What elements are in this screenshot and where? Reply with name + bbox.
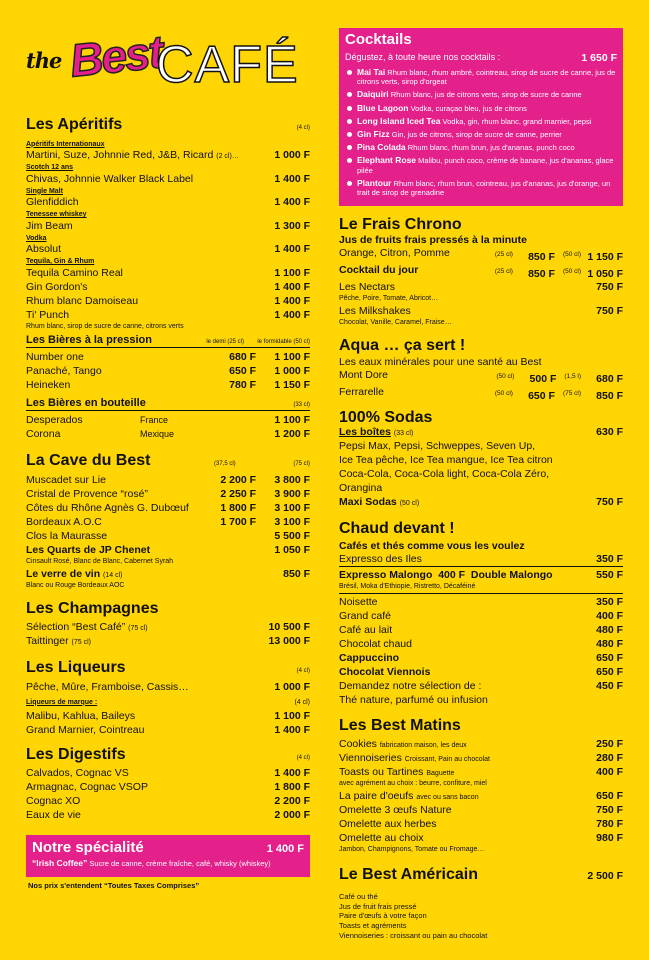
menu-row: Omelette aux herbes 780 F	[339, 818, 623, 831]
cocktails-box	[339, 28, 623, 206]
sodas-section	[339, 409, 623, 511]
menu-row: Les Milkshakes 750 F	[339, 304, 623, 317]
cocktails-intro: Dégustez, à toute heure nos cocktails :	[345, 51, 501, 62]
menu-row: Clos la Maurasse 5 500 F	[26, 529, 310, 542]
included-item: Jus de fruit frais pressé	[339, 901, 417, 911]
menu-row: Number one 680 F 1 100 F	[26, 350, 310, 363]
section-title: Chaud devant !	[339, 520, 455, 538]
menu-row: Ferrarelle (50 cl) 650 F (75 cl) 850 F	[339, 386, 623, 403]
menu-row: Noisette 350 F	[339, 595, 623, 608]
section-title: Les Digestifs	[26, 745, 126, 763]
menu-row: Gin Gordon's 1 400 F	[26, 280, 310, 293]
column-header: (37,5 cl)	[214, 461, 236, 468]
volume-note: (4 cl)	[296, 125, 310, 131]
volume-note: (4 cl)	[296, 754, 310, 761]
aqua-section	[339, 337, 623, 403]
menu-row: Grand café 400 F	[339, 609, 623, 622]
cocktail-item: Daiquiri Rhum blanc, jus de citrons verts, sirop de sucre de canne	[345, 89, 617, 99]
menu-row: Absolut 1 400 F	[26, 243, 310, 256]
section-title: Les Liqueurs	[26, 659, 126, 677]
logo-the: the	[26, 48, 62, 73]
menu-row: Eaux de vie 2 000 F	[26, 809, 310, 822]
group-label: Apéritifs Internationaux	[26, 140, 105, 148]
menu-row: Chivas, Johnnie Walker Black Label 1 400 F	[26, 172, 310, 185]
group-label: Scotch 12 ans	[26, 164, 74, 172]
menu-row: Martini, Suze, Johnnie Red, J&B, Ricard (2 cl)… 1 000 F	[26, 149, 310, 162]
cocktail-item: Elephant Rose Malibu, punch coco, crème de banane, jus d'ananas, glace pilée	[345, 155, 617, 174]
item-name: “Irish Coffee”	[32, 857, 88, 868]
group-label: Single Malt	[26, 187, 63, 195]
cocktail-item: Blue Lagoon Vodka, curaçao bleu, jus de citrons	[345, 103, 617, 113]
menu-row: Demandez notre sélection de : 450 F	[339, 679, 623, 692]
left-column	[26, 0, 310, 890]
menu-row: Panaché, Tango 650 F 1 000 F	[26, 364, 310, 377]
champagnes-section	[26, 600, 310, 650]
menu-row: Muscadet sur Lie 2 200 F 3 800 F	[26, 473, 310, 486]
menu-row: Toasts ou Tartines Baguette 400 F	[339, 766, 623, 779]
menu-row: Ti' Punch 1 400 F	[26, 308, 310, 321]
item-description: Jambon, Champignons, Tomate ou Fromage…	[339, 846, 485, 854]
menu-row: Expresso des Iles 350 F	[339, 552, 623, 565]
menu-row: Cappuccino 650 F	[339, 651, 623, 664]
section-subtitle: Cafés et thés comme vous les voulez	[339, 540, 525, 553]
item-description: Blanc ou Rouge Bordeaux AOC	[26, 581, 125, 589]
menu-row: Armagnac, Cognac VSOP 1 800 F	[26, 781, 310, 794]
menu-row: La paire d'oeufs avec ou sans bacon 650 F	[339, 790, 623, 803]
section-title: Le Frais Chrono	[339, 215, 462, 233]
menu-row: Omelette 3 œufs Nature 750 F	[339, 804, 623, 817]
logo	[26, 0, 310, 100]
menu-row: Viennoiseries Croissant, Pain au chocolat 280 F	[339, 752, 623, 765]
menu-row: Cookies fabrication maison, les deux 250 F	[339, 738, 623, 751]
menu-row: Jim Beam 1 300 F	[26, 219, 310, 232]
included-item: Café ou thé	[339, 891, 378, 901]
menu-row: Heineken 780 F 1 150 F	[26, 378, 310, 391]
bieres-pression-section	[26, 334, 310, 393]
logo-cafe: CAFÉ	[156, 36, 299, 94]
menu-row: Le verre de vin (14 cl) 850 F	[26, 567, 310, 580]
menu-row: Corona Mexique 1 200 F	[26, 428, 310, 441]
aperitifs-section	[26, 116, 310, 331]
section-subtitle: Jus de fruits frais pressés à la minute	[339, 234, 527, 247]
menu-row: Glenfiddich 1 400 F	[26, 196, 310, 209]
group-label: Tenessee whiskey	[26, 211, 87, 219]
specialite-box	[26, 835, 310, 876]
soda-line: Ice Tea pêche, Ice Tea mangue, Ice Tea citron	[339, 454, 553, 467]
section-title: Les Champagnes	[26, 599, 159, 617]
item-description: Cinsault Rosé, Blanc de Blanc, Cabernet Syrah	[26, 557, 174, 565]
menu-row: Orange, Citron, Pomme (25 cl) 850 F (50 cl) 1 150 F	[339, 247, 623, 264]
item-description: Sucre de canne, crème fraîche, café, whisky (whiskey)	[89, 858, 271, 868]
group-label: Vodka	[26, 234, 47, 242]
section-title: Les Bières en bouteille	[26, 396, 146, 409]
section-title: Cocktails	[345, 31, 412, 48]
cocktail-item: Long Island Iced Tea Vodka, gin, rhum blanc, grand marnier, pepsi	[345, 116, 617, 126]
frais-section	[339, 216, 623, 327]
item-description: Chocolat, Vanille, Caramel, Fraise…	[339, 318, 452, 326]
included-item: Viennoiseries : croissant ou pain au chocolat	[339, 930, 488, 940]
item-description: avec agrément au choix : beurre, confiture, miel	[339, 780, 487, 788]
menu-row: Côtes du Rhône Agnès G. Dubœuf 1 800 F 3 100 F	[26, 501, 310, 514]
menu-row: Mont Dore (50 cl) 500 F (1,5 l) 680 F	[339, 369, 623, 386]
menu-row: Bordeaux A.O.C 1 700 F 3 100 F	[26, 515, 310, 528]
chaud-section	[339, 520, 623, 706]
section-title: Le Best Américain	[339, 866, 479, 884]
cave-section	[26, 452, 310, 590]
menu-row: Les Nectars 750 F	[339, 280, 623, 293]
menu-row: Maxi Sodas (50 cl) 750 F	[339, 496, 623, 509]
section-subtitle: Les eaux minérales pour une santé au Best	[339, 356, 542, 369]
soda-line: Orangina	[339, 482, 383, 495]
menu-row: Malibu, Kahlua, Baileys 1 100 F	[26, 709, 310, 722]
soda-line: Coca-Cola, Coca-Cola light, Coca-Cola Zéro,	[339, 468, 550, 481]
menu-row: Omelette au choix 980 F	[339, 832, 623, 845]
menu-row: Les boîtes (33 cl) 630 F	[339, 426, 623, 439]
digestifs-section	[26, 746, 310, 824]
section-title: Les Best Matins	[339, 716, 461, 734]
menu-row: Les Quarts de JP Chenet 1 050 F	[26, 543, 310, 556]
menu-row: Grand Marnier, Cointreau 1 400 F	[26, 723, 310, 736]
volume-note: (4 cl)	[296, 668, 310, 675]
section-title: Les Apéritifs	[26, 116, 123, 133]
menu-row: Pêche, Mûre, Framboise, Cassis… 1 000 F	[26, 680, 310, 693]
right-column	[339, 0, 623, 941]
soda-line: Pepsi Max, Pepsi, Schweppes, Seven Up,	[339, 440, 536, 453]
menu-row: Cristal de Provence “rosé” 2 250 F 3 900 F	[26, 487, 310, 500]
cocktail-item: Plantour Rhum blanc, rhum brun, cointreau, jus d'ananas, jus d'orange, un trait de sirop de grenadine	[345, 178, 617, 197]
matins-section	[339, 717, 623, 855]
menu-row: Chocolat chaud 480 F	[339, 637, 623, 650]
section-title: Notre spécialité	[32, 839, 144, 857]
section-title: La Cave du Best	[26, 452, 151, 470]
item-description: Brésil, Moka d'Ethiopie, Ristretto, Décaféiné	[339, 583, 623, 594]
menu-row: Rhum blanc Damoiseau 1 400 F	[26, 294, 310, 307]
bieres-bouteille-section	[26, 397, 310, 442]
included-item: Paire d'œufs à votre façon	[339, 911, 427, 921]
americain-section	[339, 866, 623, 940]
menu-row: Cognac XO 2 200 F	[26, 795, 310, 808]
cocktail-item: Gin Fizz Gin, jus de citrons, sirop de sucre de canne, perrier	[345, 129, 617, 139]
group-label-row: Liqueurs de marque : (4 cl)	[26, 698, 310, 706]
liqueurs-section	[26, 659, 310, 738]
menu-row: Calvados, Cognac VS 1 400 F	[26, 767, 310, 780]
menu-row: Café au lait 480 F	[339, 623, 623, 636]
item-description: Rhum blanc, sirop de sucre de canne, citrons verts	[26, 322, 184, 330]
item-description: Pêche, Poire, Tomate, Abricot…	[339, 294, 439, 302]
section-title: Les Bières à la pression	[26, 333, 152, 346]
included-item: Toasts et agréments	[339, 921, 407, 931]
section-title: 100% Sodas	[339, 408, 433, 426]
column-header: le demi (25 cl)	[206, 338, 244, 345]
menu-row: Sélection “Best Café” (75 cl) 10 500 F	[26, 621, 310, 634]
price: 1 650 F	[581, 51, 617, 64]
price: 1 400 F	[266, 843, 304, 856]
menu-row: Chocolat Viennois 650 F	[339, 665, 623, 678]
column-header: le formidable (50 cl)	[257, 338, 310, 345]
menu-row: Tequila Camino Real 1 100 F	[26, 266, 310, 279]
footer-note: Nos prix s'entendent “Toutes Taxes Comprises”	[28, 880, 200, 890]
cocktail-item: Pina Colada Rhum blanc, rhum brun, jus d'ananas, punch coco	[345, 142, 617, 152]
menu-row: Desperados France 1 100 F	[26, 414, 310, 427]
menu-row: Cocktail du jour (25 cl) 850 F (50 cl) 1 050 F	[339, 263, 623, 280]
price: 2 500 F	[587, 870, 623, 883]
menu-row: Taittinger (75 cl) 13 000 F	[26, 635, 310, 648]
column-header: (75 cl)	[293, 461, 310, 468]
section-title: Aqua … ça sert !	[339, 336, 466, 354]
menu-row: Expresso Malongo 400 F Double Malongo 550 F	[339, 568, 623, 581]
group-label: Tequila, Gin & Rhum	[26, 258, 95, 266]
cocktail-item: Mai Tai Rhum blanc, rhum ambré, cointreau, sirop de sucre de canne, jus de citrons verts, sirop d'orgeat	[345, 67, 617, 86]
item-description: Thé nature, parfumé ou infusion	[339, 693, 488, 706]
volume-note: (33 cl)	[293, 401, 310, 408]
logo-best: Best	[67, 25, 165, 87]
